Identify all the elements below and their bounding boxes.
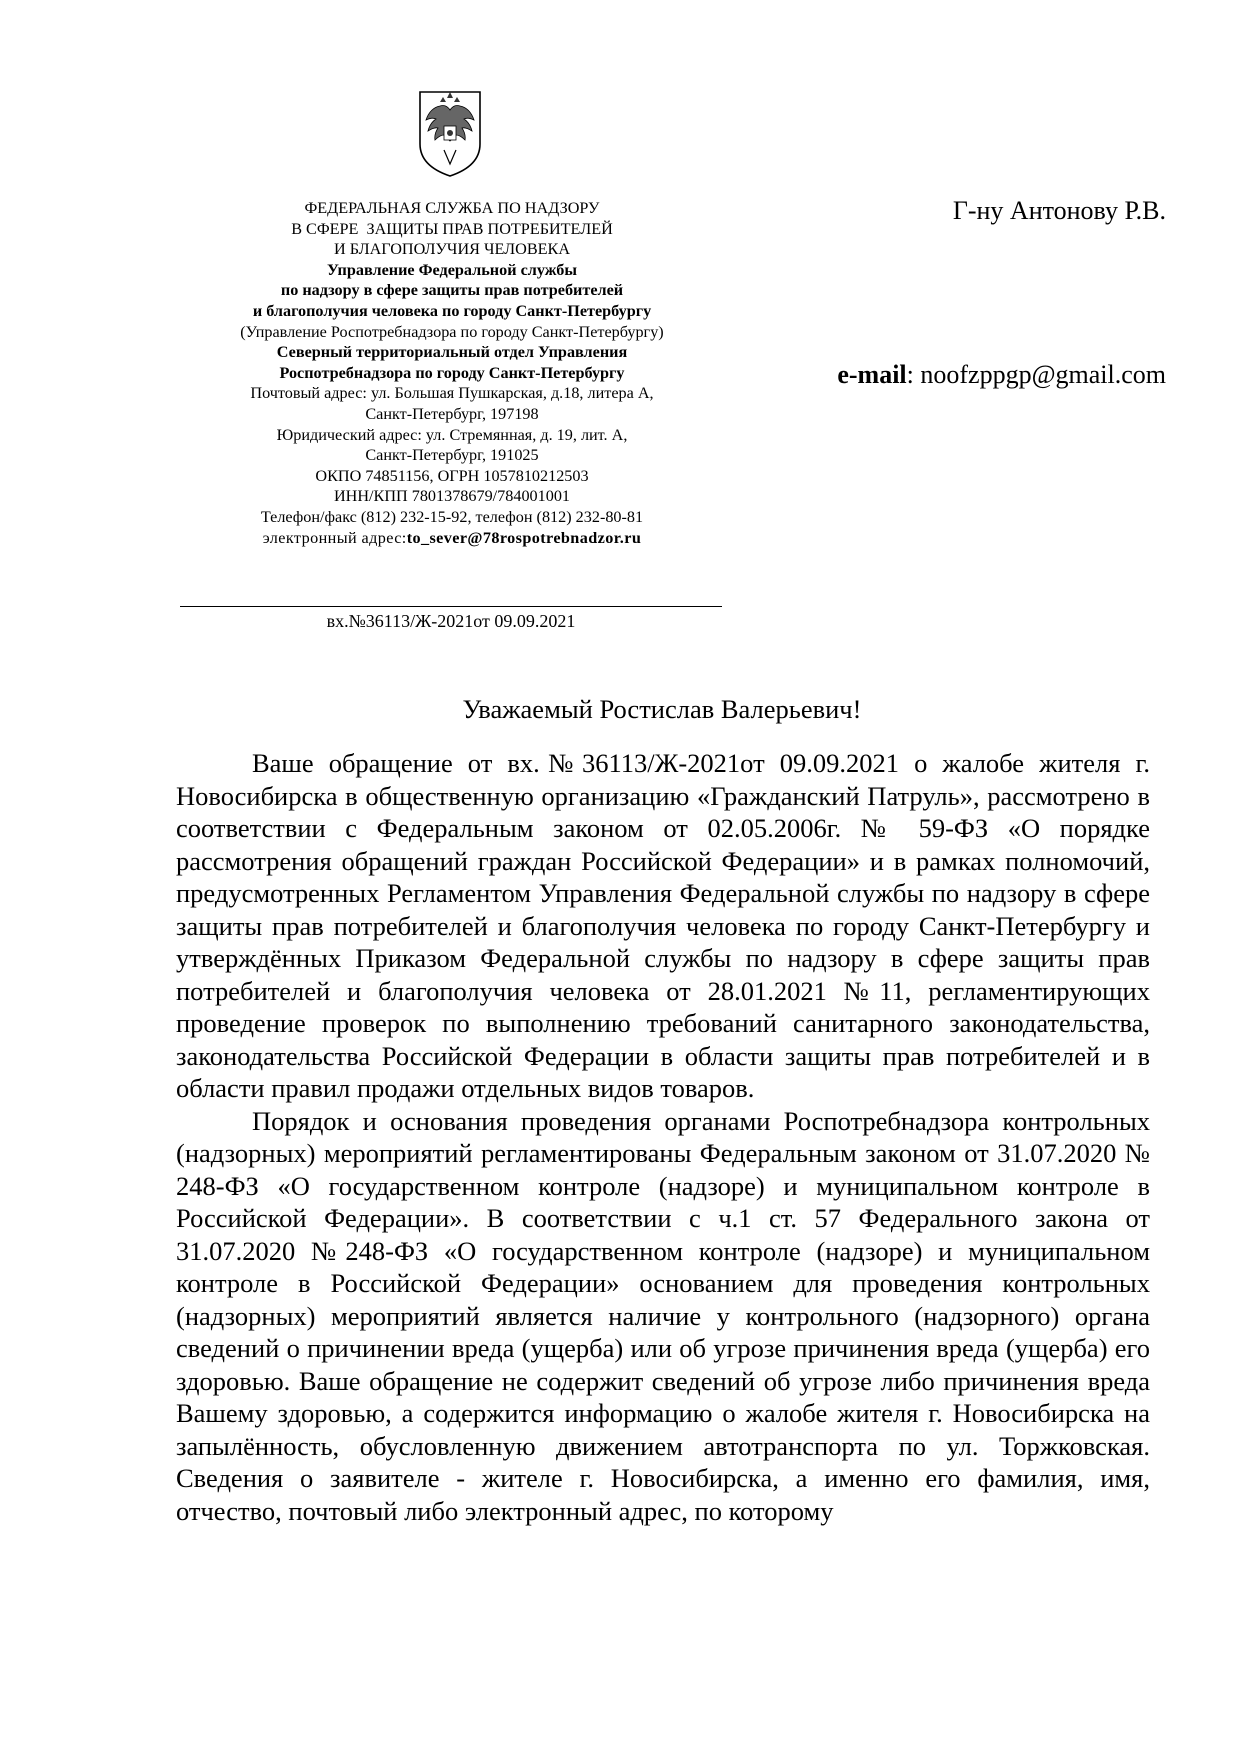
recipient-email-value[interactable]: : noofzppgp@gmail.com bbox=[906, 360, 1166, 389]
header-line: Роспотребнадзора по городу Санкт-Петербургу bbox=[279, 363, 625, 382]
header-line: Северный территориальный отдел Управления bbox=[276, 343, 628, 362]
letter-body bbox=[176, 747, 1150, 1527]
header-line: Управление Федеральной службы bbox=[327, 260, 577, 279]
header-email-link[interactable]: to_sever@78rospotrebnadzor.ru bbox=[406, 528, 642, 547]
header-line: ФЕДЕРАЛЬНАЯ СЛУЖБА ПО НАДЗОРУ bbox=[304, 199, 600, 217]
registration-number: вх.№36113/Ж-2021от 09.09.2021 bbox=[326, 611, 576, 631]
salutation: Уважаемый Ростислав Валерьевич! bbox=[462, 694, 862, 724]
recipient-email-label: e-mail bbox=[837, 360, 907, 389]
header-line: Почтовый адрес: ул. Большая Пушкарская, д.18, литера А, bbox=[250, 384, 654, 403]
header-email-label: электронный адрес: bbox=[262, 528, 407, 547]
header-email-line bbox=[172, 528, 732, 549]
body-paragraph: Ваше обращение от вх.№36113/Ж-2021от 09.09.2021 о жалобе жителя г. Новосибирска в общественную организацию «Гражданский Патруль», рассмотрено в соответствии с Федеральным законом от 02.05.2006г. № 59-ФЗ «О порядке рассмотрения обращений граждан Российской Федерации» и в рамках полномочий, предусмотренных Регламентом Управления Федеральной службы по надзору в сфере защиты прав потребителей и благополучия человека по городу Санкт-Петербургу и утверждённых Приказом Федеральной службы по надзору в сфере защиты прав потребителей и благополучия человека от 28.01.2021 №11, регламентирующих проведение проверок по выполнению требований санитарного законодательства, законодательства Российской Федерации в области защиты прав потребителей и в области правил продажи отдельных видов товаров. bbox=[176, 748, 1150, 1103]
header-line: ИНН/КПП 7801378679/784001001 bbox=[333, 487, 571, 506]
header-line: ОКПО 74851156, ОГРН 1057810212503 bbox=[315, 466, 589, 485]
header-line: и благополучия человека по городу Санкт-Петербургу bbox=[252, 301, 652, 320]
body-paragraph: Порядок и основания проведения органами Роспотребнадзора контрольных (надзорных) мероприятий регламентированы Федеральным законом от 31.07.2020 № 248-ФЗ «О государственном контроле (надзоре) и муниципальном контроле в Российской Федерации». В соответствии с ч.1 ст. 57 Федерального закона от 31.07.2020 №248-ФЗ «О государственном контроле (надзоре) и муниципальном контроле в Российской Федерации» основанием для проведения контрольных (надзорных) мероприятий является наличие у контрольного (надзорного) органа сведений о причинении вреда (ущерба) или об угрозе причинения вреда (ущерба) его здоровью. Ваше обращение не содержит сведений об угрозе либо причинения вреда Вашему здоровью, а содержится информацию о жалобе жителя г. Новосибирска на запылённость, обусловленную движением автотранспорта по ул. Торжковская. Сведения о заявителе - жителе г. Новосибирска, а именно его фамилия, имя, отчество, почтовый либо электронный адрес, по которому bbox=[176, 1105, 1150, 1526]
header-line: Санкт-Петербург, 197198 bbox=[365, 404, 539, 423]
header-line: В СФЕРЕ ЗАЩИТЫ ПРАВ ПОТРЕБИТЕЛЕЙ bbox=[291, 219, 613, 238]
recipient-name: Г-ну Антонову Р.В. bbox=[952, 196, 1166, 225]
header-line: Юридический адрес: ул. Стремянная, д. 19, лит. А, bbox=[276, 425, 628, 444]
header-line: (Управление Роспотребнадзора по городу Санкт-Петербургу) bbox=[240, 322, 664, 341]
header-line: по надзору в сфере защиты прав потребителей bbox=[280, 281, 624, 300]
header-line: Телефон/факс (812) 232-15-92, телефон (812) 232-80-81 bbox=[260, 507, 644, 526]
header-line: И БЛАГОПОЛУЧИЯ ЧЕЛОВЕКА bbox=[333, 240, 571, 259]
sender-header bbox=[172, 198, 732, 548]
header-line: Санкт-Петербург, 191025 bbox=[365, 446, 539, 465]
recipient-email bbox=[760, 360, 1166, 390]
coat-of-arms-icon bbox=[410, 88, 490, 178]
divider bbox=[180, 606, 722, 607]
